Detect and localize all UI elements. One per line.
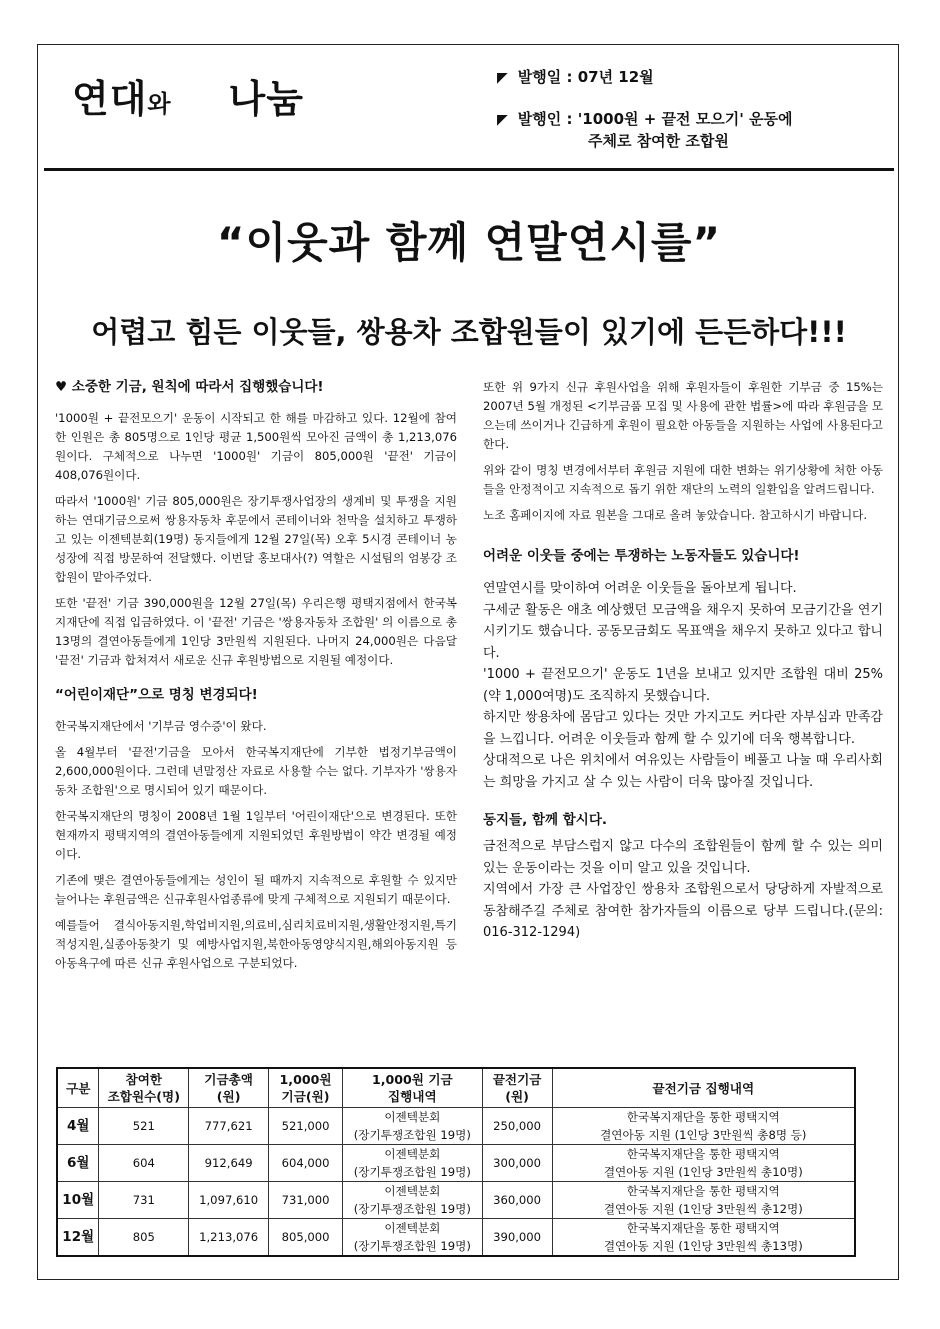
paragraph: 또한 위 9가지 신규 후원사업을 위해 후원자들이 후원한 기부금 중 15%는 2007년 5월 개정된 <기부금품 모집 및 사용에 관한 법률>에 따라 후원금을 모으는데 쓰이거나 긴급하게 후원이 필요한 아동들을 지원하는 사업에 사용된다고 한다. <box>483 380 883 451</box>
table-header-row <box>57 1068 855 1108</box>
use1000-cell: 이젠텍분회 (장기투쟁조합원 19명) <box>343 1182 483 1219</box>
members-cell: 604 <box>99 1145 189 1182</box>
header-cell: 기금총액 (원) <box>189 1068 269 1108</box>
masthead-title-part1: 연대 <box>72 77 148 121</box>
section-heading: ♥ 소중한 기금, 원칙에 따라서 집행했습니다! <box>55 379 324 395</box>
fund1000-cell: 731,000 <box>269 1182 343 1219</box>
fund1000-cell: 604,000 <box>269 1145 343 1182</box>
use1000-cell: 이젠텍분회 (장기투쟁조합원 19명) <box>343 1145 483 1182</box>
paragraph: 하지만 쌍용차에 몸담고 있다는 것만 가지고도 커다란 자부심과 만족감을 느낍니다. 어려운 이웃들과 함께 할 수 있기에 더욱 행복합니다. <box>483 710 883 747</box>
change-use-cell: 한국복지재단을 통한 평택지역 결연아동 지원 (1인당 3만원씩 총10명) <box>552 1145 855 1182</box>
paragraph: '1000 + 끝전모으기' 운동도 1년을 보내고 있지만 조합원 대비 25%(약 1,000여명)도 조직하지 못했습니다. <box>483 667 883 704</box>
use1000-cell: 이젠텍분회 (장기투쟁조합원 19명) <box>343 1219 483 1257</box>
use1000-cell: 이젠텍분회 (장기투쟁조합원 19명) <box>343 1108 483 1145</box>
change-cell: 390,000 <box>482 1219 552 1257</box>
change-cell: 360,000 <box>482 1182 552 1219</box>
change-use-cell: 한국복지재단을 통한 평택지역 결연아동 지원 (1인당 3만원씩 총8명 등) <box>552 1108 855 1145</box>
header-cell: 구분 <box>57 1068 99 1108</box>
members-cell: 805 <box>99 1219 189 1257</box>
publisher-line1: 발행인 : '1000원 + 끝전 모으기' 운동에 <box>517 110 793 128</box>
left-column <box>55 378 457 980</box>
masthead-title-small: 와 <box>147 90 172 118</box>
change-cell: 250,000 <box>482 1108 552 1145</box>
arrow-icon: ◤ <box>497 70 508 86</box>
change-cell: 300,000 <box>482 1145 552 1182</box>
fund1000-cell: 521,000 <box>269 1108 343 1145</box>
paragraph: 지역에서 가장 큰 사업장인 쌍용차 조합원으로서 당당하게 자발적으로 동참해주길 주체로 참여한 참가자들의 이름으로 당부 드립니다.(문의: 016-312-1294) <box>483 882 883 940</box>
table-row <box>57 1219 855 1257</box>
issue-date-text: 발행일 : 07년 12월 <box>517 68 654 86</box>
month-cell: 6월 <box>57 1145 99 1182</box>
month-cell: 4월 <box>57 1108 99 1145</box>
change-use-cell: 한국복지재단을 통한 평택지역 결연아동 지원 (1인당 3만원씩 총12명) <box>552 1182 855 1219</box>
header-rule <box>44 168 894 171</box>
total-cell: 1,213,076 <box>189 1219 269 1257</box>
members-cell: 521 <box>99 1108 189 1145</box>
month-cell: 12월 <box>57 1219 99 1257</box>
arrow-icon: ◤ <box>497 112 508 128</box>
paragraph: 올 4월부터 '끝전'기금을 모아서 한국복지재단에 기부한 법정기부금액이 2,600,000원이다. 그런데 년말정산 자료로 사용할 수는 없다. 기부자가 '쌍용자동차 조합원'으로 명시되어 있기 때문이다. <box>55 745 457 797</box>
paragraph: 따라서 '1000원' 기금 805,000원은 장기투쟁사업장의 생계비 및 투쟁을 지원하는 연대기금으로써 쌍용자동차 후문에서 콘테이너와 천막을 설치하고 투쟁하고 있는 이젠텍분회(19명) 동지들에게 12월 27일(목) 오후 5시경 콘테이너 농성장에 직접 방문하여 전달했다. 이번달 홍보대사(?) 역할은 시설팀의 엄봉강 조합원이 맡아주었다. <box>55 494 457 584</box>
section-heading: “어린이재단”으로 명칭 변경되다! <box>55 687 258 703</box>
header-cell: 끝전기금 (원) <box>482 1068 552 1108</box>
paragraph: '1000원 + 끝전모으기' 운동이 시작되고 한 해를 마감하고 있다. 12월에 참여한 인원은 총 805명으로 1인당 평균 1,500원씩 모아진 금액이 총 1,213,076원이다. 구체적으로 나누면 '1000원' 기금이 805,000원 '끝전' 기금이 408,076원이다. <box>55 411 457 482</box>
change-use-cell: 한국복지재단을 통한 평택지역 결연아동 지원 (1인당 3만원씩 총13명) <box>552 1219 855 1257</box>
paragraph: 예를들어 결식아동지원,학업비지원,의료비,심리치료비지원,생활안정지원,특기적성지원,실종아동찾기 및 예방사업지원,북한아동영양식지원,해외아동지원 등 아동욕구에 따른 신규 후원사업으로 구분되었다. <box>55 918 457 970</box>
header-cell: 1,000원 기금(원) <box>269 1068 343 1108</box>
paragraph: 한국복지재단의 명칭이 2008년 1월 1일부터 '어린이재단'으로 변경된다. 또한 현재까지 평택지역의 결연아동들에게 지원되었던 후원방법이 약간 변경될 예정이다. <box>55 809 457 861</box>
total-cell: 777,621 <box>189 1108 269 1145</box>
table-row <box>57 1182 855 1219</box>
paragraph: 한국복지재단에서 '기부금 영수증'이 왔다. <box>55 719 267 733</box>
header-cell: 끝전기금 집행내역 <box>552 1068 855 1108</box>
publisher-line2: 주체로 참여한 조합원 <box>588 132 729 150</box>
members-cell: 731 <box>99 1182 189 1219</box>
masthead-title <box>72 68 304 123</box>
subheadline: 어렵고 힘든 이웃들, 쌍용차 조합원들이 있기에 든든하다!!! <box>91 315 847 349</box>
right-column <box>483 378 883 944</box>
table-row <box>57 1145 855 1182</box>
table-row <box>57 1108 855 1145</box>
paragraph: 노조 홈페이지에 자료 원본을 그대로 올려 놓았습니다. 참고하시기 바랍니다. <box>483 508 868 522</box>
paragraph: 연말연시를 맞이하여 어려운 이웃들을 돌아보게 됩니다. <box>483 581 797 596</box>
masthead-title-part2: 나눔 <box>228 77 304 121</box>
section-heading: 동지들, 함께 합시다. <box>483 812 607 828</box>
paragraph: 구세군 활동은 애초 예상했던 모금액을 채우지 못하여 모금기간을 연기시키기도 했습니다. 공동모금회도 목표액을 채우지 못하고 있다고 합니다. <box>483 602 883 661</box>
month-cell: 10월 <box>57 1182 99 1219</box>
header-cell: 참여한 조합원수(명) <box>99 1068 189 1108</box>
issue-date <box>497 66 654 87</box>
headline: “이웃과 함께 연말연시를” <box>216 218 722 267</box>
total-cell: 912,649 <box>189 1145 269 1182</box>
paragraph: 또한 '끝전' 기금 390,000원을 12월 27일(목) 우리은행 평택지점에서 한국복지재단에 직접 입금하였다. 이 '끝전' 기금은 '쌍용자동차 조합원' 의 이름으로 총 13명의 결연아동들에게 1인당 3만원씩 지원된다. 나머지 24,000원은 다음달 '끝전' 기금과 합쳐져서 새로운 신규 후원방법으로 지원될 예정이다. <box>55 596 457 667</box>
total-cell: 1,097,610 <box>189 1182 269 1219</box>
paragraph: 위와 같이 명칭 변경에서부터 후원금 지원에 대한 변화는 위기상황에 처한 아동들을 안정적이고 지속적으로 돕기 위한 재단의 노력의 일환입을 알려드립니다. <box>483 463 883 496</box>
paragraph: 금전적으로 부담스럽지 않고 다수의 조합원들이 함께 할 수 있는 의미있는 운동이라는 것을 이미 알고 있을 것입니다. <box>483 839 883 876</box>
publisher <box>497 108 793 129</box>
section-heading: 어려운 이웃들 중에는 투쟁하는 노동자들도 있습니다! <box>483 548 800 564</box>
header-cell: 1,000원 기금 집행내역 <box>343 1068 483 1108</box>
fund1000-cell: 805,000 <box>269 1219 343 1257</box>
fund-table <box>56 1067 856 1257</box>
paragraph: 상대적으로 나은 위치에서 여유있는 사람들이 베풀고 나눌 때 우리사회는 희망을 가지고 살 수 있는 사람이 더욱 많아질 것입니다. <box>483 753 883 790</box>
paragraph: 기존에 맺은 결연아동들에게는 성인이 될 때까지 지속적으로 후원할 수 있지만 늘어나는 후원금액은 신규후원사업종류에 맞게 구체적으로 지원되기 때문이다. <box>55 873 457 906</box>
